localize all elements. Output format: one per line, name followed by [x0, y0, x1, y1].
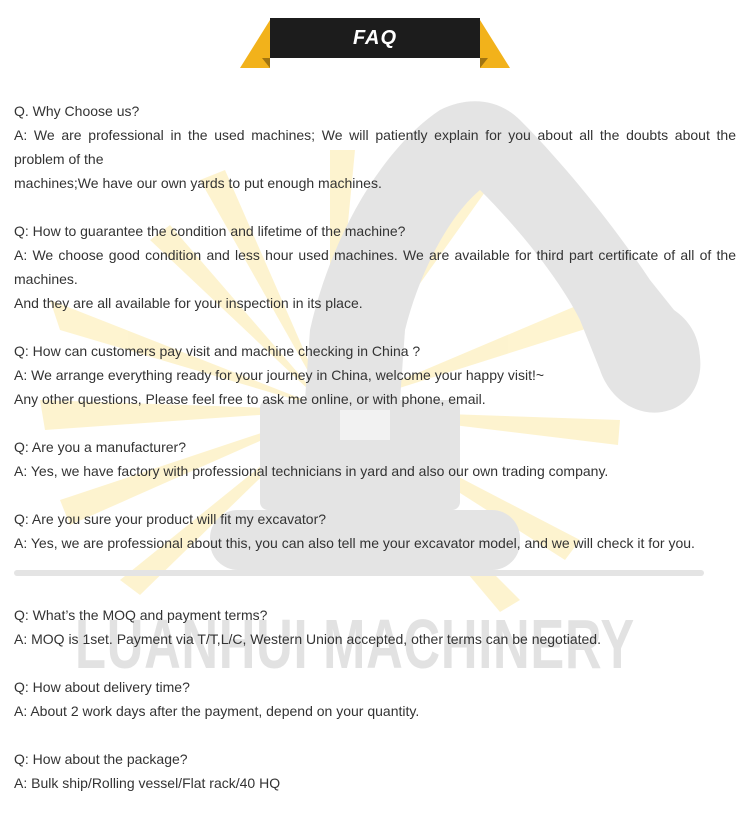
- faq-answer: And they are all available for your inspection in its place.: [14, 295, 363, 311]
- faq-answer: machines;We have our own yards to put enough machines.: [14, 175, 382, 191]
- faq-item: [14, 99, 736, 195]
- faq-item: [14, 675, 736, 723]
- faq-banner: [240, 18, 510, 70]
- faq-question: Q: How about the package?: [14, 751, 188, 767]
- faq-answer: A: Bulk ship/Rolling vessel/Flat rack/40 HQ: [14, 775, 281, 791]
- faq-item: [14, 339, 736, 411]
- faq-item: [14, 435, 736, 483]
- faq-question: Q. Why Choose us?: [14, 103, 140, 119]
- faq-answer: A: MOQ is 1set. Payment via T/T,L/C, Western Union accepted, other terms can be negotiated.: [14, 631, 601, 647]
- faq-item: [14, 603, 736, 651]
- faq-item: [14, 507, 736, 555]
- faq-question: Q: Are you a manufacturer?: [14, 439, 186, 455]
- faq-answer: A: We choose good condition and less hour used machines. We are available for third part certificate of all of the machines.: [14, 247, 736, 287]
- faq-question: Q: How about delivery time?: [14, 679, 190, 695]
- faq-answer: A: About 2 work days after the payment, depend on your quantity.: [14, 703, 420, 719]
- faq-question: Q: How to guarantee the condition and lifetime of the machine?: [14, 223, 406, 239]
- watermark-text: LUANHUI MACHINERY: [75, 605, 635, 683]
- faq-question: Q: What’s the MOQ and payment terms?: [14, 607, 268, 623]
- faq-answer: A: We are professional in the used machines; We will patiently explain for you about all the doubts about the problem of the: [14, 127, 736, 167]
- faq-question: Q: Are you sure your product will fit my excavator?: [14, 511, 327, 527]
- faq-question: Q: How can customers pay visit and machine checking in China ?: [14, 343, 421, 359]
- faq-answer: A: Yes, we are professional about this, you can also tell me your excavator model, and we will check it for you.: [14, 535, 695, 551]
- faq-answer: Any other questions, Please feel free to ask me online, or with phone, email.: [14, 391, 486, 407]
- faq-list: [14, 99, 736, 819]
- faq-item: [14, 219, 736, 315]
- faq-item: [14, 747, 736, 795]
- faq-answer: A: We arrange everything ready for your journey in China, welcome your happy visit!~: [14, 367, 545, 383]
- faq-answer: A: Yes, we have factory with professional technicians in yard and also our own trading company.: [14, 463, 609, 479]
- page-title: FAQ: [352, 27, 398, 49]
